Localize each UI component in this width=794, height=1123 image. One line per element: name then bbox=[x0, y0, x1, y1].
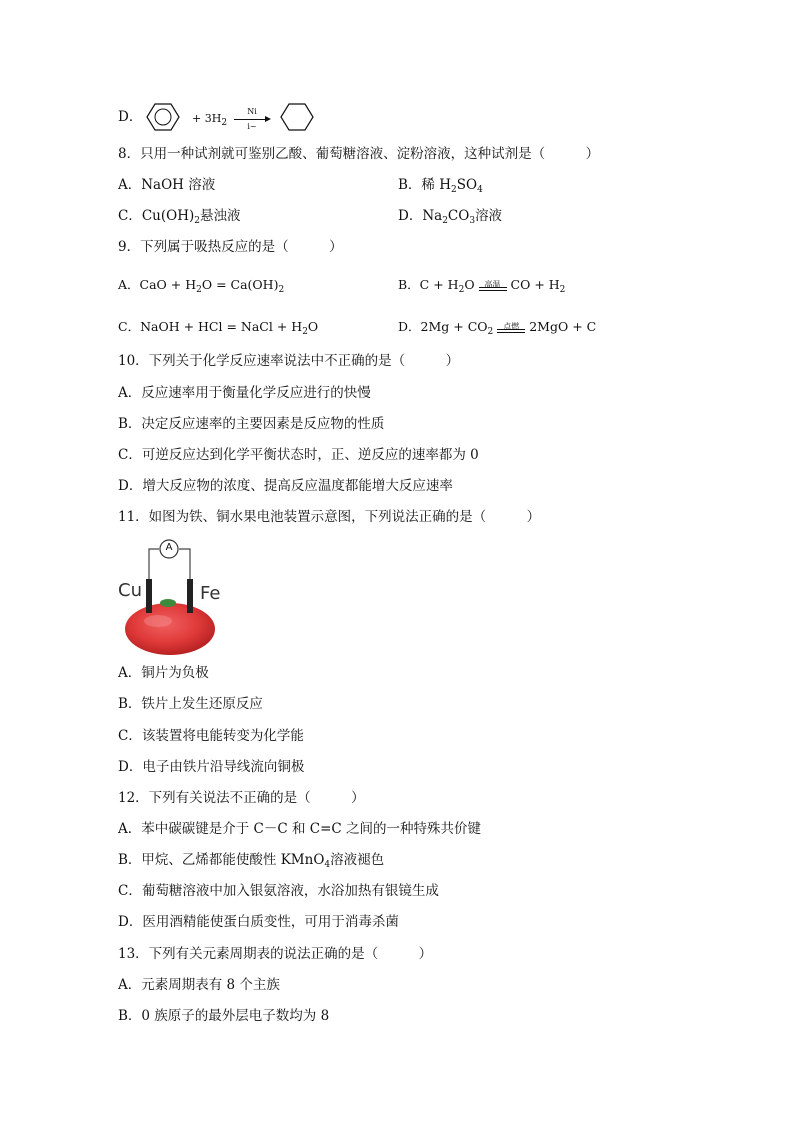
q8-d-sub2: 3 bbox=[469, 216, 476, 226]
q11-option-a: A．铜片为负极 bbox=[118, 665, 209, 681]
q9-option-b bbox=[398, 276, 565, 299]
q8-option-a: A．NaOH 溶液 bbox=[118, 177, 216, 193]
q8-c-text1: C．Cu(OH) bbox=[118, 208, 195, 224]
q8-option-d bbox=[398, 207, 502, 230]
fruit-battery-figure bbox=[118, 535, 230, 657]
q9-c-text1: C．NaOH + HCl = NaCl + H bbox=[118, 319, 303, 334]
q11-option-d: D．电子由铁片沿导线流向铜极 bbox=[118, 759, 305, 775]
q9-b-text3: CO + H bbox=[510, 277, 560, 292]
q8-d-text2: CO bbox=[447, 208, 470, 224]
q9-d-condition-sign bbox=[497, 321, 525, 335]
electrode-label-fe: Fe bbox=[200, 583, 221, 604]
q9-a-sub1: 2 bbox=[196, 285, 202, 295]
q8-c-text2: 悬浊液 bbox=[199, 208, 241, 224]
q13-option-b: B．0 族原子的最外层电子数均为 8 bbox=[118, 1008, 330, 1024]
q8-d-text3: 溶液 bbox=[475, 208, 503, 224]
q9-option-d bbox=[398, 318, 596, 341]
q12-option-a: A．苯中碳碳键是介于 C－C 和 C=C 之间的一种特殊共价键 bbox=[118, 821, 482, 837]
q8-c-sub: 2 bbox=[194, 216, 200, 226]
q9-c-text2: O bbox=[307, 319, 319, 334]
q8-option-c bbox=[118, 207, 240, 230]
q9-b-sub1: 2 bbox=[458, 285, 465, 295]
q8-b-text1: B．稀 H bbox=[398, 177, 451, 193]
q9-d-condition: 点燃 bbox=[503, 321, 520, 331]
q12-option-d: D．医用酒精能使蛋白质变性，可用于消毒杀菌 bbox=[118, 914, 399, 930]
q13-stem: 13．下列有关元素周期表的说法正确的是（ ） bbox=[118, 946, 433, 962]
benzene-ring-icon bbox=[146, 102, 180, 132]
q8-d-sub1: 2 bbox=[442, 216, 448, 226]
q7-option-d bbox=[118, 108, 142, 126]
q8-stem: 8．只用一种试剂就可鉴别乙酸、葡萄糖溶液、淀粉溶液，这种试剂是（ ） bbox=[118, 146, 600, 162]
q9-b-condition-sign bbox=[479, 279, 507, 293]
q7-plus-text: + 3H bbox=[192, 112, 222, 125]
electrode-label-cu: Cu bbox=[118, 580, 142, 601]
q11-option-c: C．该装置将电能转变为化学能 bbox=[118, 728, 304, 744]
q7-plus-h2 bbox=[192, 110, 227, 132]
q11-option-b: B．铁片上发生还原反应 bbox=[118, 696, 263, 712]
q9-a-text2: O = Ca(OH) bbox=[201, 277, 279, 292]
q9-b-sub2: 2 bbox=[559, 285, 566, 295]
q7-reaction-arrow bbox=[232, 106, 272, 131]
q12-b-text1: B．甲烷、乙烯都能使酸性 KMnO bbox=[118, 852, 325, 868]
q9-a-text1: A．CaO + H bbox=[118, 277, 197, 292]
q8-option-b bbox=[398, 176, 483, 199]
q12-b-text2: 溶液褪色 bbox=[330, 852, 385, 868]
q12-option-b bbox=[118, 851, 384, 874]
q9-option-c bbox=[118, 318, 318, 341]
q7-condition: i~ bbox=[247, 121, 257, 131]
q9-b-condition: 高温 bbox=[484, 279, 501, 289]
q10-option-d: D．增大反应物的浓度、提高反应温度都能增大反应速率 bbox=[118, 478, 453, 494]
q11-stem: 11．如图为铁、铜水果电池装置示意图，下列说法正确的是（ ） bbox=[118, 509, 541, 525]
q10-stem: 10．下列关于化学反应速率说法中不正确的是（ ） bbox=[118, 353, 460, 369]
q9-b-text2: O bbox=[464, 277, 475, 292]
q9-a-sub2: 2 bbox=[278, 285, 285, 295]
cyclohexane-ring-icon bbox=[280, 102, 314, 132]
q9-b-text1: B．C + H bbox=[398, 277, 459, 292]
q8-b-sub2: 4 bbox=[477, 185, 483, 195]
q9-c-sub1: 2 bbox=[302, 327, 308, 337]
q7-h-sub: 2 bbox=[221, 118, 228, 128]
q10-option-c: C．可逆反应达到化学平衡状态时，正、逆反应的速率都为 0 bbox=[118, 447, 479, 463]
q9-option-a bbox=[118, 276, 284, 299]
q9-stem: 9．下列属于吸热反应的是（ ） bbox=[118, 239, 343, 255]
q7-catalyst: Ni bbox=[247, 106, 257, 116]
q9-d-text1: D．2Mg + CO bbox=[398, 319, 488, 334]
q10-option-b: B．决定反应速率的主要因素是反应物的性质 bbox=[118, 416, 385, 432]
q12-stem: 12．下列有关说法不正确的是（ ） bbox=[118, 790, 365, 806]
q8-b-sub1: 2 bbox=[451, 185, 457, 195]
ammeter-label: A bbox=[165, 542, 173, 553]
q12-option-c: C．葡萄糖溶液中加入银氨溶液，水浴加热有银镜生成 bbox=[118, 883, 439, 899]
q8-d-text1: D．Na bbox=[398, 208, 443, 224]
q9-d-text2: 2MgO + C bbox=[529, 319, 597, 334]
q13-option-a: A．元素周期表有 8 个主族 bbox=[118, 977, 280, 993]
q12-b-sub: 4 bbox=[324, 860, 331, 870]
q10-option-a: A．反应速率用于衡量化学反应进行的快慢 bbox=[118, 385, 371, 401]
q9-d-sub1: 2 bbox=[487, 327, 494, 337]
q8-b-text2: SO bbox=[456, 177, 478, 193]
q7-option-d-label: D． bbox=[118, 109, 143, 125]
